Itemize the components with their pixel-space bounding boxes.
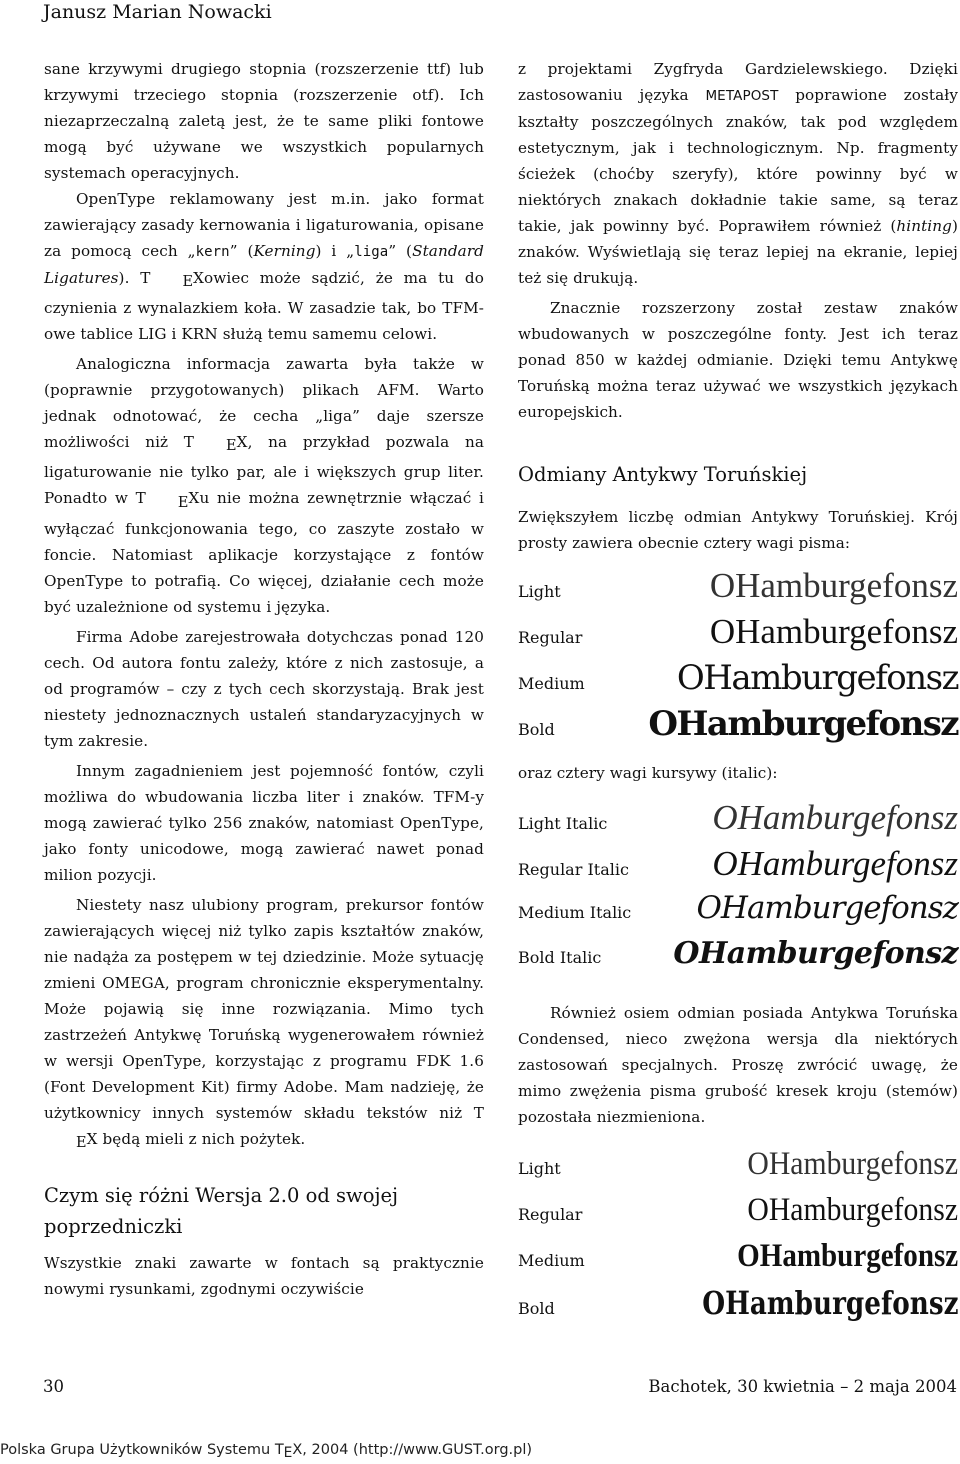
italic-samples — [518, 798, 958, 982]
sample-text: OHamburgefonsz — [676, 658, 958, 698]
sample-row-bold-italic — [518, 936, 958, 982]
sample-text: OHamburgefonsz — [648, 704, 958, 744]
sample-text: OHamburgefonsz — [709, 612, 958, 651]
sample-row-condensed-regular — [518, 1192, 958, 1238]
sample-row-condensed-bold — [518, 1284, 958, 1330]
section-heading-version-2: Czym się różni Wersja 2.0 od swojej poprzedniczki — [44, 1183, 399, 1238]
sample-label: Medium Italic — [518, 903, 632, 922]
sample-text: OHamburgefonsz — [701, 1284, 958, 1322]
sample-text: OHamburgefonsz — [673, 936, 958, 971]
publisher-suffix: X, 2004 (http://www.GUST.org.pl) — [292, 1442, 533, 1458]
condensed-paragraph: Również osiem odmian posiada Antykwa Toruńska Condensed, nieco zwężona wersja dla niektórych zastosowań specjalnych. Proszę zwrócić uwagę, że mimo zwężenia pisma grubość kresek kroju (stemów) pozostała niezmieniona. — [518, 1004, 958, 1126]
sample-label: Light Italic — [518, 814, 608, 833]
sample-label: Bold — [518, 1299, 555, 1318]
paragraph-5: Innym zagadnieniem jest pojemność fontów, czyli możliwa do wbudowania liczba liter i znaków. TFM-y mogą zawierać tylko 256 znaków, natomiast OpenType, jako fonty unicodowe, mogą zawierać nawet ponad milion pozycji. — [44, 761, 484, 884]
left-column — [44, 56, 484, 1302]
publisher-prefix: Polska Grupa Użytkowników Systemu T — [0, 1442, 284, 1458]
sample-label: Regular — [518, 628, 583, 647]
condensed-samples — [518, 1146, 958, 1330]
page-number: 30 — [43, 1377, 64, 1396]
sample-row-light-italic — [518, 798, 958, 844]
sample-row-medium-italic — [518, 890, 958, 936]
sample-row-condensed-light — [518, 1146, 958, 1192]
sample-label: Medium — [518, 674, 585, 693]
sample-row-regular — [518, 612, 958, 658]
sample-label: Light — [518, 1159, 561, 1178]
paragraph-6: Niestety nasz ulubiony program, prekursor fontów zawierających więcej niż tylko zapis kształtów znaków, nie nadąża za postępem w tej dziedzinie. Może sytuację zmieni OMEGA, program chronicznie eksperymentalny. Może pojawią się inne rozwiązania. Mimo tych zastrzeżeń Antykwę Toruńską wygenerowałem również w wersji OpenType, korzystając z programu FDK 1.6 (Font Development Kit) firmy Adobe. Mam nadzieję, że użytkownicy innych systemów składu tekstów niż TEX będą mieli z nich pożytek. — [44, 895, 484, 1151]
variants-intro: Zwiększyłem liczbę odmian Antykwy Toruńskiej. Krój prosty zawiera obecnie cztery wagi pisma: — [518, 508, 958, 552]
sample-text: OHamburgefonsz — [709, 566, 958, 605]
sample-label: Bold Italic — [518, 948, 602, 967]
sample-label: Bold — [518, 720, 555, 739]
sample-text: OHamburgefonsz — [747, 1146, 958, 1182]
section-paragraph: Wszystkie znaki zawarte w fontach są praktycznie nowymi rysunkami, zgodnymi oczywiście — [44, 1253, 484, 1298]
sample-label: Regular — [518, 1205, 583, 1224]
paragraph-r2: Znacznie rozszerzony został zestaw znaków wbudowanych w poszczególne fonty. Jest ich teraz ponad 850 w każdej odmianie. Dzięki temu Antykwę Toruńską można teraz używać we wszystkich językach europejskich. — [518, 299, 958, 421]
sample-text: OHamburgefonsz — [747, 1192, 958, 1228]
paragraph-1: sane krzywymi drugiego stopnia (rozszerzenie ttf) lub krzywymi trzeciego stopnia (rozszerzenie otf). Ich niezaprzeczalną zaletą jest, że te same pliki fontowe mogą być używane we wszystkich popularnych systemach operacyjnych. — [44, 60, 484, 182]
sample-label: Medium — [518, 1251, 585, 1270]
paragraph-r1: z projektami Zygfryda Gardzielewskiego. Dzięki zastosowaniu języka METAPOST poprawione zostały kształty poszczególnych znaków, tak pod względem estetycznym, jak i technologicznym. Np. fragmenty ścieżek (choćby szeryfy), które powinny być w niektórych znakach dokładnie takie same, są teraz takie, jak powinny być. Poprawiłem również (hinting) znaków. Wyświetlają się teraz lepiej na ekranie, lepiej też się drukują. — [518, 60, 958, 287]
sample-text: OHamburgefonsz — [736, 1238, 958, 1274]
sample-row-regular-italic — [518, 844, 958, 890]
sample-row-light — [518, 566, 958, 612]
paragraph-4: Firma Adobe zarejestrowała dotychczas ponad 120 cech. Od autora fontu zależy, które z nich zastosuje, a od programów – czy z tych cech skorzystają. Brak jest niestety jednoznacznych ustaleń standaryzacyjnych w tym zakresie. — [44, 627, 484, 750]
paragraph-3: Analogiczna informacja zawarta była także w (poprawnie przygotowanych) plikach AFM. Warto jednak odnotować, że cecha „liga” daje szersze możliwości niż T EX, na przykład pozwala na ligaturowanie nie tylko par, ale i większych grup liter. Ponadto w T EXu nie można zewnętrznie włączać i wyłączać funkcjonowania tego, co zaszyte zostało w foncie. Natomiast aplikacje korzystające z fontów OpenType to potrafią. Co więcej, działanie cech może być uzależnione od systemu i języka. — [44, 355, 485, 616]
sample-text: OHamburgefonsz — [712, 798, 958, 837]
sample-row-condensed-medium — [518, 1238, 958, 1284]
event-info: Bachotek, 30 kwietnia – 2 maja 2004 — [648, 1377, 957, 1396]
publisher-line — [0, 1440, 532, 1463]
paragraph-2: OpenType reklamowany jest m.in. jako format zawierający zasady kernowania i ligaturowania, opisane za pomocą cech „kern” (Kerning) i „liga” (Standard Ligatures). T EXowiec może sądzić, że ma tu do czynienia z wynalazkiem koła. W zasadzie tak, bo TFM-owe tablice LIG i KRN służą temu samemu celowi. — [44, 190, 484, 344]
right-column — [518, 56, 958, 1330]
upright-samples — [518, 566, 958, 750]
sample-text: OHamburgefonsz — [712, 844, 958, 883]
tex-logo-e: E — [283, 1445, 293, 1462]
italic-intro: oraz cztery wagi kursywy (italic): — [518, 764, 778, 782]
sample-row-medium — [518, 658, 958, 704]
running-header-author: Janusz Marian Nowacki — [43, 1, 272, 23]
sample-label: Light — [518, 582, 561, 601]
sample-text: OHamburgefonsz — [696, 890, 958, 926]
sample-label: Regular Italic — [518, 860, 629, 879]
sample-row-bold — [518, 704, 958, 750]
section-heading-variants: Odmiany Antykwy Toruńskiej — [518, 463, 808, 486]
